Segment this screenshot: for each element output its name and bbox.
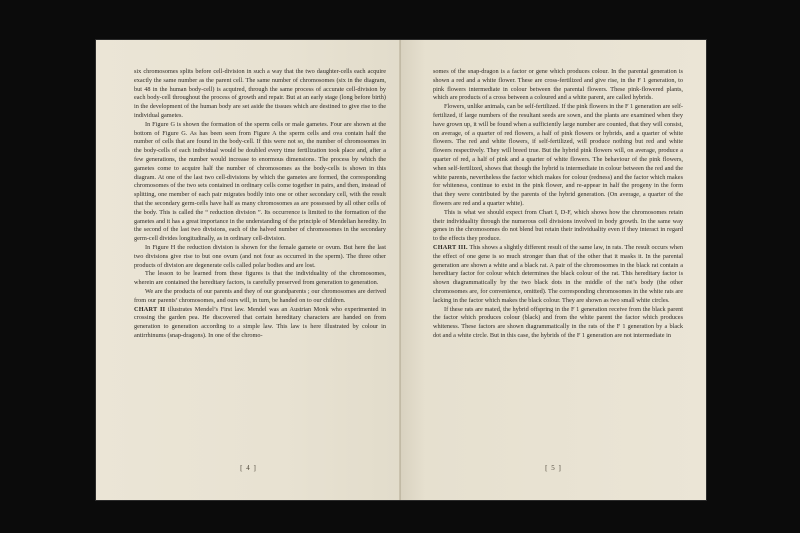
paragraph-chart-iii — [433, 244, 683, 306]
paragraph: In Figure H the reduction division is shown for the female gamete or ovum. But here the last two divisions give rise to but one ovum (and not four as occurred in the sperm). The three other products of division are degenerate cells called polar bodies and are lost. — [134, 243, 386, 269]
paragraph: In Figure G is shown the formation of the sperm cells or male gametes. Four are shown at the bottom of Figure G. As has been seen from Figure A the sperm cells and ova contain half the number of cells that are found in the body-cell. If this were not so, the number of chromosomes in the body-cells of each individual would be doubled every time fertilization took place and, after a few generations, the number would increase to enormous dimensions. The process by which the gametes come to acquire half the number of chromosomes as the body-cells is shown in this diagram. At one of the last two cell-divisions by which the gametes are formed, the corresponding chromosomes of the two sets contained in ordinary cells come together in pairs, and then, instead of splitting, one member of each pair migrates bodily into one or other secondary cell, with the result that the secondary germ-cells have half as many chromosomes as are possessed by all other cells of the body. This is called the “ reduction division ”. Its occurrence is limited to the formation of the gametes and it has a great importance in the understanding of the principle of Mendelian heredity. In the second of the last two divisions, each of the halved number of chromosomes in the secondary germ-cell divides longitudinally, as in ordinary cell-division. — [134, 120, 386, 243]
right-page — [401, 40, 706, 500]
chart-iii-heading: CHART III. — [433, 243, 468, 251]
paragraph: This is what we should expect from Chart I, D-F, which shows how the chromosomes retain their individuality through the numerous cell divisions involved in body growth. In the same way genes in the chromosomes do not blend but retain their individuality even if they interact in regard to the effects they produce. — [433, 208, 683, 243]
right-page-text — [433, 68, 683, 341]
paragraph-text: This shows a slightly different result of the same law, in rats. The result occurs when the effect of one gene is so much stronger than that of the other that it masks it. In the parental generation are shown a white and a black rat. A pair of the chromosomes in the black rat contain a hereditary factor for colour which determines the black colour of the rat. This hereditary factor is shown diagrammatically by the two black dots in the middle of the rat’s body (the other chromosomes are, for convenience, omitted). The corresponding chromosomes in the white rats are lacking in the factor which makes the black colour. They are shown as two small white circles. — [433, 243, 683, 304]
paragraph: six chromosomes splits before cell-division in such a way that the two daughter-cells each acquire exactly the same number as the parent cell. The same number of chromosomes (six in the diagram, but 48 in the human body-cell) is acquired, through the same process of accurate cell-division by each body-cell throughout the process of growth and repair. But at an early stage (long before birth) in the development of the human body are set aside the tissues which are destined to give rise to the individual gametes. — [134, 68, 386, 119]
left-page-text — [134, 68, 386, 341]
paragraph-text: illustrates Mendel’s First law. Mendel was an Austrian Monk who experimented in crossing the garden pea. He discovered that certain hereditary characters are handed on from generation to generation according to a simple law. This law is here illustrated by colour in antirrhinums (snap-dragons). In one of the chromo- — [134, 305, 386, 339]
paragraph: The lesson to be learned from these figures is that the individuality of the chromosomes, wherein are contained the hereditary factors, is carefully preserved from generation to generation. — [134, 270, 386, 287]
chart-ii-heading: CHART II — [134, 305, 166, 313]
left-page — [96, 40, 401, 500]
paragraph: somes of the snap-dragon is a factor or gene which produces colour. In the parental generation is shown a red and a white flower. These are cross-fertilized and give rise, in the F 1 generation, to pink flowers intermediate in colour between the parental flowers. These pink-flowered plants, which are products of a cross between a coloured and a white parent, are called hybrids. — [433, 68, 683, 102]
page-number: [ 4 ] — [240, 464, 257, 472]
paragraph: If these rats are mated, the hybrid offspring in the F 1 generation receive from the black parent the factor which produces colour (black) and from the white parent the factor which produces whiteness. These factors are shown diagrammatically in the rats of the F 1 generation by a black dot and a white circle. But in this case, the hybrids of the F 1 generation are not intermediate in — [433, 305, 683, 339]
page-number: [ 5 ] — [545, 464, 562, 472]
paragraph: We are the products of our parents and they of our grandparents ; our chromosomes are derived from our parents’ chromosomes, and ours will, in turn, be handed on to our children. — [134, 287, 386, 304]
book-spread — [96, 40, 706, 500]
paragraph: Flowers, unlike animals, can be self-fertilized. If the pink flowers in the F 1 generation are self-fertilized, if large numbers of the resultant seeds are sown, and the plants are examined when they have grown up, it will be found when a sufficiently large number are counted, that they will consist, on average, of a quarter of red flowers, a half of pink flowers or hybrids, and a quarter of white flowers. The red and white flowers, if self-fertilized, will produce nothing but red and white flowers respectively. They will breed true. But the hybrid pink flowers will, on average, produce a quarter of red, a half of pink and a quarter of white flowers. The behaviour of the pink flowers, when self-fertilized, shows that though the hybrid is intermediate in colour between the red and the white parents, nevertheless the factor which makes for colour (redness) and the factor which makes for whiteness, continue to exist in the pink flower, and re-appear in half the progeny in the form that they were contributed by the parents of the hybrid generation. (On average, a quarter of the flowers are red and a quarter white). — [433, 103, 683, 207]
paragraph-chart-ii — [134, 306, 386, 341]
